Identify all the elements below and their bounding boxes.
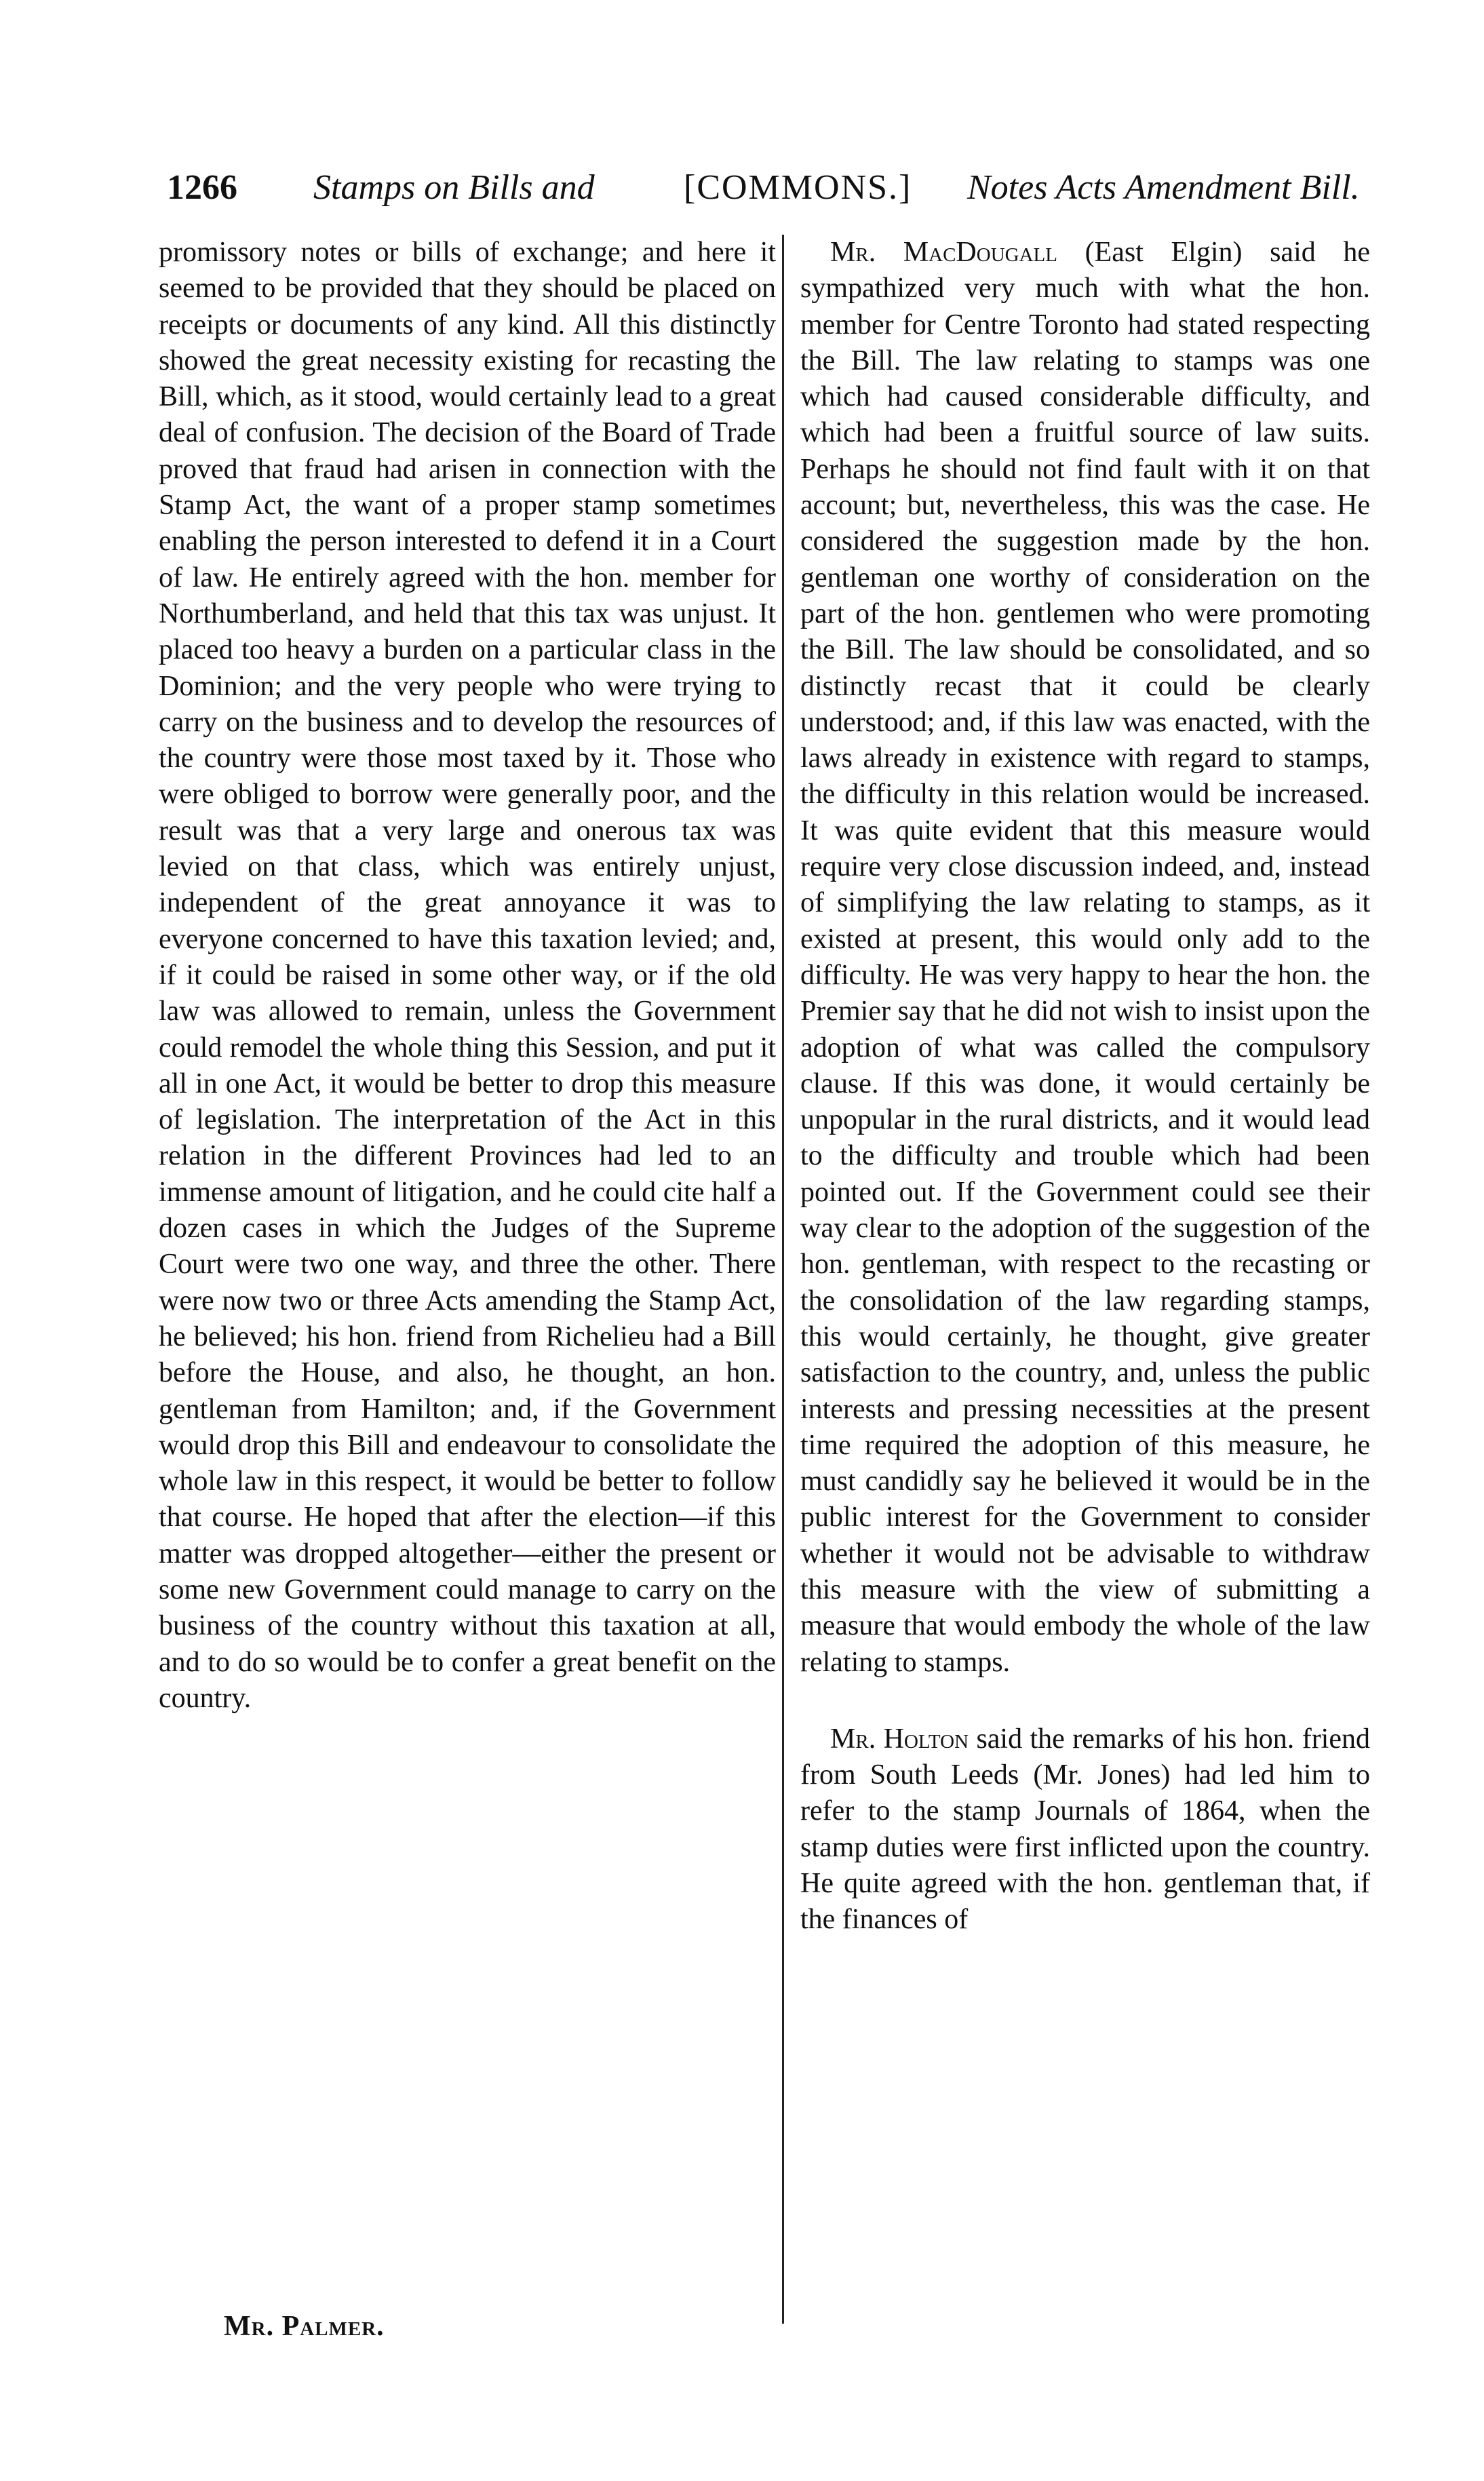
speaker-name-macdougall: Mr. MacDougall: [830, 237, 1057, 268]
holton-speech: said the remarks of his hon. friend from South Leeds (Mr. Jones) had led him to refer to the stamp Journals of 1864, when the stamp duties were first inflicted upon the country. He quite agreed with the hon. gentleman that, if the finances of: [800, 1723, 1370, 1936]
left-column: [159, 235, 776, 1717]
page-number: 1266: [167, 168, 237, 207]
right-column: [800, 235, 1370, 1938]
page-header: [167, 157, 1361, 218]
macdougall-paragraph: [800, 235, 1370, 1681]
next-speaker-label: Mr. Palmer.: [224, 2311, 385, 2342]
speaker-name-holton: Mr. Holton: [830, 1723, 969, 1755]
running-title-right: Notes Acts Amendment Bill.: [967, 168, 1360, 207]
chamber-label: [COMMONS.]: [684, 168, 912, 207]
holton-paragraph: [800, 1721, 1370, 1938]
running-title-left: Stamps on Bills and: [313, 168, 595, 207]
column-divider: [782, 235, 784, 2324]
macdougall-speech: (East Elgin) said he sympathized very much with what the hon. member for Centre Toronto had stated respecting the Bill. The law relating to stamps was one which had caused considerable difficulty, and which had been a fruitful source of law suits. Perhaps he should not find fault with it on that account; but, nevertheless, this was the case. He considered the suggestion made by the hon. gentleman one worthy of consideration on the part of the hon. gentlemen who were promoting the Bill. The law should be consolidated, and so distinctly recast that it could be clearly understood; and, if this law was enacted, with the laws already in existence with regard to stamps, the difficulty in this relation would be increased. It was quite evident that this measure would require very close discussion indeed, and, instead of simplifying the law relating to stamps, as it existed at present, this would only add to the difficulty. He was very happy to hear the hon. the Premier say that he did not wish to insist upon the adoption of what was called the compulsory clause. If this was done, it would certainly be unpopular in the rural districts, and it would lead to the difficulty and trouble which had been pointed out. If the Government could see their way clear to the adoption of the suggestion of the hon. gentleman, with respect to the recasting or the consolidation of the law regarding stamps, this would certainly, he thought, give greater satisfaction to the country, and, unless the public interests and pressing necessities at the present time required the adoption of this measure, he must candidly say he believed it would be in the public interest for the Government to consider whether it would not be advisable to withdraw this measure with the view of submitting a measure that would embody the whole of the law relating to stamps.: [800, 237, 1370, 1678]
left-column-text: promissory notes or bills of exchange; and here it seemed to be provided that they should be placed on receipts or documents of any kind. All this distinctly showed the great necessity existing for recasting the Bill, which, as it stood, would certainly lead to a great deal of confusion. The decision of the Board of Trade proved that fraud had arisen in connection with the Stamp Act, the want of a proper stamp sometimes enabling the person interested to defend it in a Court of law. He entirely agreed with the hon. member for Northumberland, and held that this tax was unjust. It placed too heavy a burden on a particular class in the Dominion; and the very people who were trying to carry on the business and to develop the resources of the country were those most taxed by it. Those who were obliged to borrow were generally poor, and the result was that a very large and onerous tax was levied on that class, which was entirely unjust, independent of the great annoyance it was to everyone concerned to have this taxation levied; and, if it could be raised in some other way, or if the old law was allowed to remain, unless the Government could remodel the whole thing this Session, and put it all in one Act, it would be better to drop this measure of legislation. The interpretation of the Act in this relation in the different Provinces had led to an immense amount of litigation, and he could cite half a dozen cases in which the Judges of the Supreme Court were two one way, and three the other. There were now two or three Acts amending the Stamp Act, he believed; his hon. friend from Richelieu had a Bill before the House, and also, he thought, an hon. gentleman from Hamilton; and, if the Government would drop this Bill and endeavour to consolidate the whole law in this respect, it would be better to follow that course. He hoped that after the election—if this matter was dropped altogether—either the present or some new Government could manage to carry on the business of the country without this taxation at all, and to do so would be to confer a great benefit on the country.: [159, 237, 776, 1714]
